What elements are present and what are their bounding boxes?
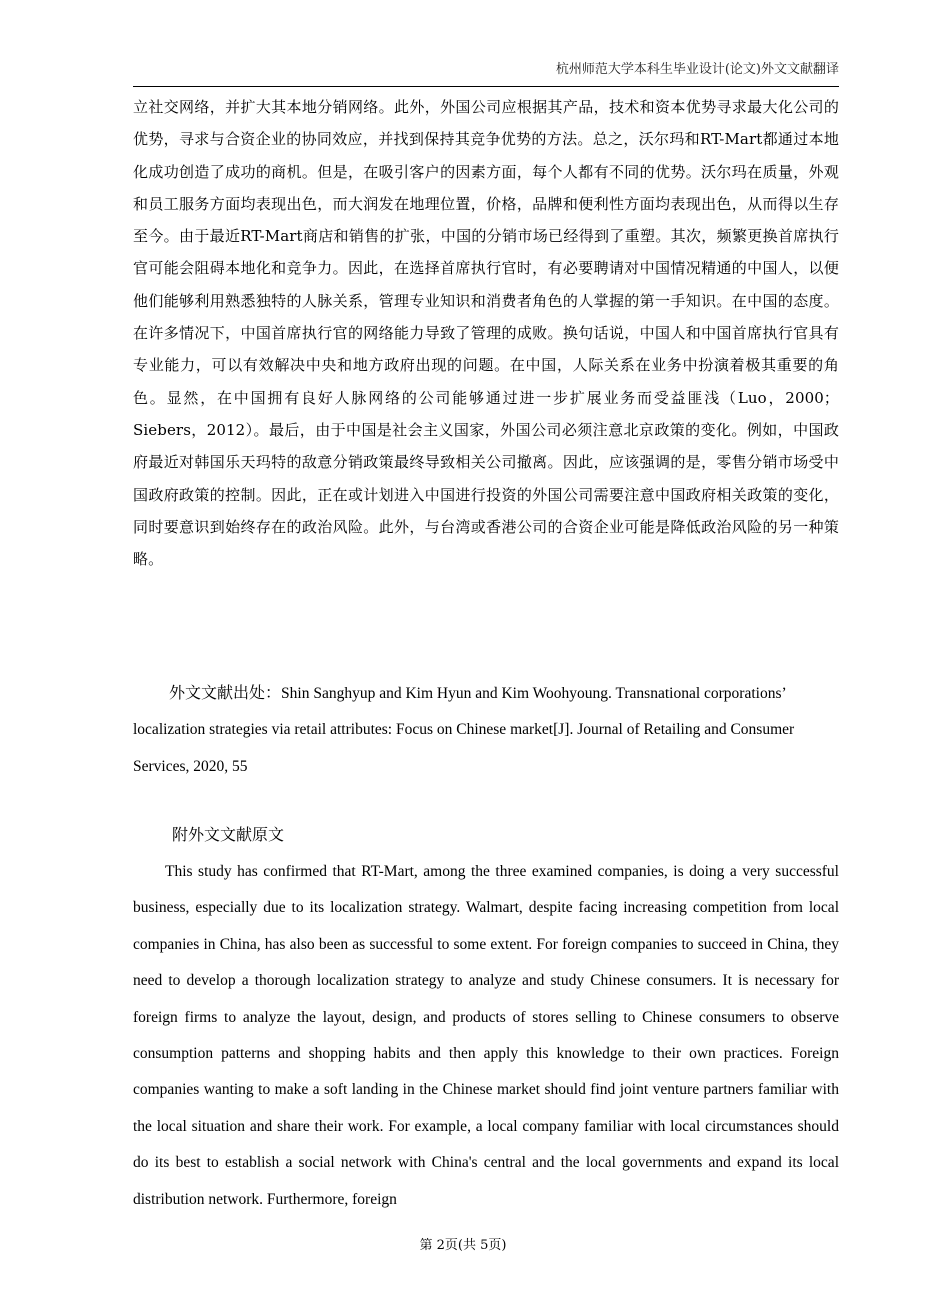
source-citation: Shin Sanghyup and Kim Hyun and Kim Woohyoung. Transnational corporations’ localization strategies via retail attributes: Focus on Chinese market[J]. Journal of Retailing and Consumer Services, 2020, 55	[133, 685, 795, 775]
original-paragraph: This study has confirmed that RT-Mart, among the three examined companies, is doing a very successful business, especially due to its localization strategy. Walmart, despite facing increasing competition from local companies in China, has also been as successful to some extent. For foreign companies to succeed in China, they need to develop a thorough localization strategy to analyze and study Chinese consumers. It is necessary for foreign firms to analyze the layout, design, and products of stores selling to Chinese consumers to observe consumption patterns and shopping habits and then apply this knowledge to their own practices. Foreign companies wanting to make a soft landing in the Chinese market should find joint venture partners familiar with the local situation and share their work. For example, a local company familiar with local circumstances should do its best to establish a social network with China's central and the local governments and expand its local distribution network. Furthermore, foreign	[133, 863, 839, 1208]
original-body	[133, 854, 839, 1218]
header-title: 杭州师范大学本科生毕业设计(论文)外文文献翻译	[555, 62, 839, 77]
translation-body	[133, 91, 839, 575]
source-reference	[133, 675, 839, 785]
source-paragraph	[133, 675, 839, 785]
header-divider	[133, 86, 839, 87]
original-heading: 附外文文献原文	[172, 825, 285, 844]
translation-paragraph: 立社交网络，并扩大其本地分销网络。此外，外国公司应根据其产品，技术和资本优势寻求最大化公司的优势，寻求与合资企业的协同效应，并找到保持其竞争优势的方法。总之，沃尔玛和RT-Mart都通过本地化成功创造了成功的商机。但是，在吸引客户的因素方面，每个人都有不同的优势。沃尔玛在质量，外观和员工服务方面均表现出色，而大润发在地理位置，价格，品牌和便利性方面均表现出色，从而得以生存至今。由于最近RT-Mart商店和销售的扩张，中国的分销市场已经得到了重塑。其次，频繁更换首席执行官可能会阻碍本地化和竞争力。因此，在选择首席执行官时，有必要聘请对中国情况精通的中国人，以便他们能够利用熟悉独特的人脉关系，管理专业知识和消费者角色的人掌握的第一手知识。在中国的态度。在许多情况下，中国首席执行官的网络能力导致了管理的成败。换句话说，中国人和中国首席执行官具有专业能力，可以有效解决中央和地方政府出现的问题。在中国，人际关系在业务中扮演着极其重要的角色。显然，在中国拥有良好人脉网络的公司能够通过进一步扩展业务而受益匪浅（Luo，2000； Siebers，2012）。最后，由于中国是社会主义国家，外国公司必须注意北京政策的变化。例如，中国政府最近对韩国乐天玛特的敌意分销政策最终导致相关公司撤离。因此，应该强调的是，零售分销市场受中国政府政策的控制。因此，正在或计划进入中国进行投资的外国公司需要注意中国政府相关政策的变化，同时要意识到始终存在的政治风险。此外，与台湾或香港公司的合资企业可能是降低政治风险的另一种策略。	[133, 98, 839, 569]
source-label: 外文文献出处：	[169, 683, 282, 702]
page-number: 第 2页(共 5页)	[419, 1238, 507, 1253]
